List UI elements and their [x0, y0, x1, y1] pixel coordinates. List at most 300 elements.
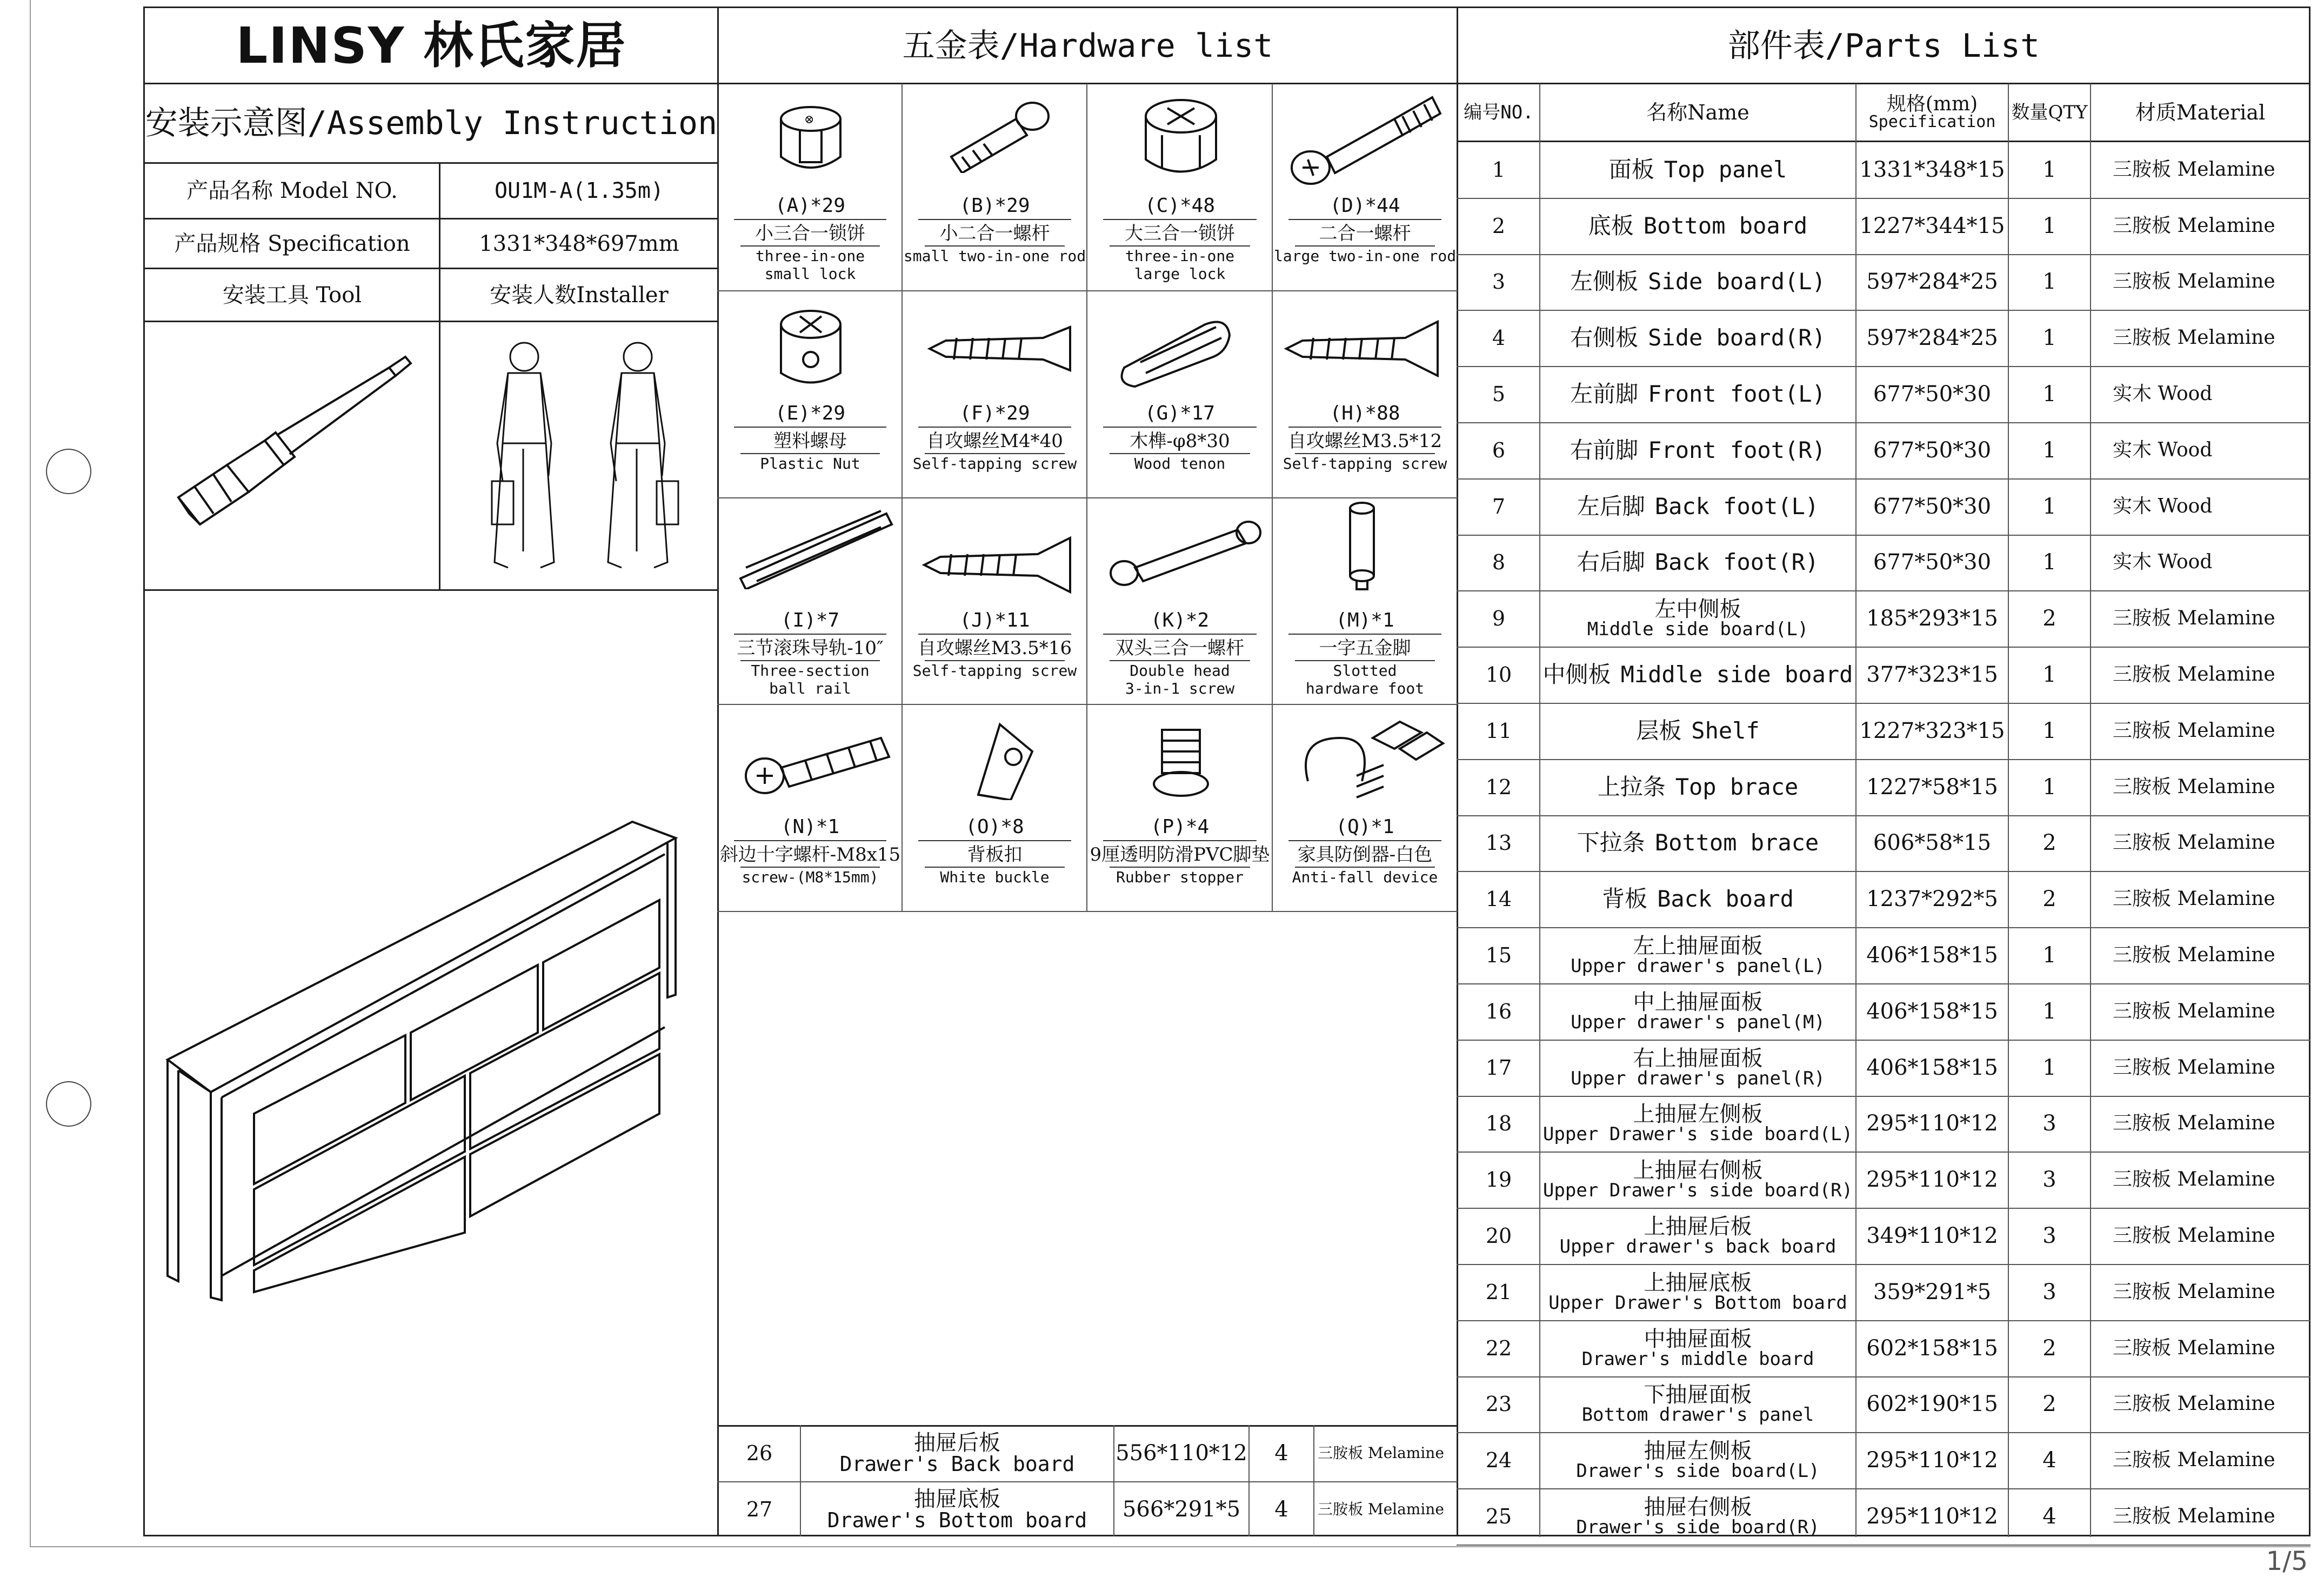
part-name-cn: 右后脚	[1577, 549, 1645, 576]
part-number: 26	[746, 1441, 773, 1465]
hardware-name-cn: 大三合一锁饼	[1125, 223, 1235, 245]
hardware-item	[719, 195, 901, 283]
part-material: 实木 Wood	[2113, 495, 2213, 517]
part-name-en: Upper drawer's panel(R)	[1571, 1067, 1825, 1089]
part-name	[1540, 198, 1855, 254]
installer-people-icon	[465, 335, 703, 584]
part-spec: 406*158*15	[1866, 1055, 1998, 1080]
part-name-en: Upper drawer's back board	[1559, 1236, 1837, 1258]
part-number: 25	[1485, 1505, 1512, 1529]
hardware-name-en: Wood tenon	[1134, 455, 1226, 473]
hardware-name-cn: 家具防倒器-白色	[1297, 844, 1433, 866]
part-material: 三胺板 Melamine	[2113, 1280, 2275, 1303]
part-spec: 677*50*30	[1873, 494, 1992, 519]
part-spec: 597*284*25	[1866, 325, 1998, 351]
hardware-underline	[740, 867, 880, 868]
part-number: 7	[1492, 494, 1506, 518]
part-number: 2	[1492, 214, 1506, 238]
part-qty: 4	[1274, 1497, 1288, 1522]
part-spec: 1227*344*15	[1859, 213, 2005, 238]
part-name	[1540, 759, 1855, 815]
part-name-en: Drawer's side board(L)	[1576, 1460, 1820, 1482]
hardware-name-cn: 自攻螺丝M3.5*16	[917, 637, 1072, 660]
part-spec: 677*50*30	[1873, 550, 1992, 575]
hardware-underline	[1288, 634, 1441, 635]
hardware-name-en: Slotted	[1333, 662, 1397, 680]
part-number: 5	[1492, 382, 1506, 407]
spec-label: 产品规格 Specification	[174, 231, 410, 256]
part-material: 三胺板 Melamine	[2113, 1505, 2275, 1528]
hardware-underline	[740, 660, 880, 661]
hardware-code: (A)*29	[774, 195, 846, 217]
hardware-name-en-2: small lock	[764, 264, 856, 283]
part-name-cn: 抽屉右侧板	[1644, 1495, 1752, 1520]
part-material: 三胺板 Melamine	[2113, 719, 2275, 742]
part-spec: 556*110*12	[1116, 1441, 1247, 1466]
part-spec: 406*158*15	[1866, 943, 1998, 968]
lock-cam-icon	[767, 97, 854, 178]
part-number: 16	[1485, 999, 1512, 1023]
hardware-code: (H)*88	[1330, 402, 1400, 424]
part-number: 23	[1485, 1392, 1512, 1416]
part-material: 三胺板 Melamine	[2113, 327, 2275, 349]
hardware-underline	[1295, 867, 1435, 868]
hardware-underline	[734, 840, 886, 841]
hardware-item	[1088, 609, 1272, 697]
hardware-name-cn: 木榫-φ8*30	[1130, 430, 1230, 452]
part-material: 实木 Wood	[2113, 438, 2213, 461]
hardware-name-en-2: 3-in-1 screw	[1125, 679, 1235, 697]
part-material: 三胺板 Melamine	[2113, 775, 2275, 798]
part-qty: 4	[1274, 1441, 1288, 1466]
part-spec: 295*110*12	[1866, 1448, 1998, 1473]
col-header-material: 材质Material	[2135, 101, 2266, 124]
part-name-en: Front foot(L)	[1648, 381, 1826, 408]
part-name-cn: 上抽屉右侧板	[1633, 1158, 1763, 1183]
hardware-name-cn: 一字五金脚	[1319, 637, 1411, 660]
part-qty: 1	[2042, 437, 2056, 463]
part-name-cn: 下抽屉面板	[1644, 1382, 1752, 1408]
part-name-cn: 右上抽屉面板	[1633, 1046, 1763, 1071]
part-spec: 349*110*12	[1866, 1223, 1998, 1249]
part-number: 17	[1485, 1055, 1512, 1080]
hardware-name-cn: 自攻螺丝M3.5*12	[1287, 430, 1443, 452]
part-number: 24	[1485, 1448, 1512, 1473]
wood-tenon-icon	[1113, 308, 1238, 389]
part-number: 27	[746, 1498, 773, 1521]
hardware-name-en: screw-(M8*15mm)	[742, 868, 879, 887]
part-qty: 1	[2042, 943, 2056, 968]
hardware-code: (C)*48	[1144, 195, 1216, 217]
hardware-underline	[1103, 634, 1257, 635]
ball-rail-icon	[735, 508, 897, 589]
large-rod-icon	[1286, 86, 1443, 189]
part-name-en: Bottom brace	[1654, 829, 1819, 856]
hardware-underline	[734, 219, 886, 220]
part-qty: 2	[2042, 830, 2056, 856]
part-name-en: Drawer's middle board	[1581, 1348, 1814, 1370]
tool-label: 安装工具 Tool	[222, 282, 362, 308]
dresser-illustration	[157, 811, 697, 1308]
part-qty: 1	[2042, 1055, 2056, 1080]
hardware-underline	[918, 634, 1071, 635]
part-name	[1540, 366, 1855, 422]
hardware-name-en: White buckle	[940, 868, 1050, 887]
part-qty: 1	[2042, 662, 2056, 688]
part-spec: 1227*58*15	[1866, 774, 1998, 800]
part-number: 12	[1485, 775, 1512, 799]
hardware-underline	[918, 219, 1071, 220]
hardware-item	[903, 816, 1086, 887]
part-material: 三胺板 Melamine	[2113, 1336, 2275, 1359]
part-name-en: Back board	[1657, 886, 1794, 913]
spec-value: 1331*348*697mm	[479, 231, 679, 256]
part-qty: 2	[2042, 606, 2056, 631]
part-qty: 1	[2042, 213, 2056, 238]
part-number: 9	[1492, 607, 1506, 631]
hardware-name-cn: 小二合一螺杆	[939, 223, 1050, 245]
part-name-en: Upper Drawer's Bottom board	[1548, 1292, 1847, 1314]
hardware-underline	[918, 427, 1071, 428]
part-qty: 2	[2042, 887, 2056, 912]
hardware-item	[1088, 816, 1272, 887]
part-name-cn: 左后脚	[1577, 492, 1645, 520]
part-name-en: Front foot(R)	[1648, 436, 1826, 463]
part-number: 22	[1485, 1336, 1512, 1360]
double-head-screw-icon	[1103, 519, 1265, 589]
part-name-en: Bottom board	[1643, 212, 1808, 239]
part-name-cn: 右前脚	[1570, 436, 1639, 463]
part-qty: 1	[2042, 269, 2056, 295]
hardware-underline	[734, 634, 886, 635]
part-name-cn: 上抽屉后板	[1644, 1214, 1752, 1240]
part-qty: 1	[2042, 718, 2056, 743]
hardware-item	[1088, 195, 1272, 283]
hardware-name-cn: 二合一螺杆	[1319, 223, 1411, 245]
plastic-nut-icon	[767, 303, 854, 395]
white-buckle-icon	[967, 719, 1038, 800]
part-spec: 406*158*15	[1866, 999, 1998, 1024]
part-name	[1540, 1152, 1855, 1208]
part-material: 三胺板 Melamine	[2113, 158, 2275, 181]
part-name-cn: 中侧板	[1542, 661, 1611, 688]
part-name	[1540, 254, 1855, 310]
row-divider	[1457, 1545, 2310, 1546]
part-name-cn: 上拉条	[1597, 773, 1666, 800]
page-number: 1/5	[2266, 1546, 2308, 1576]
part-name	[1540, 1432, 1855, 1488]
part-name	[1540, 535, 1855, 591]
hardware-name-cn: 双头三合一螺杆	[1116, 637, 1244, 660]
part-number: 1	[1492, 157, 1506, 182]
part-name-cn: 左前脚	[1570, 381, 1639, 408]
hardware-name-cn: 自攻螺丝M4*40	[926, 430, 1063, 452]
hardware-name-en: three-in-one	[755, 247, 865, 265]
part-number: 11	[1485, 718, 1512, 743]
left-margin-line	[30, 0, 31, 1546]
part-qty: 1	[2042, 774, 2056, 800]
part-number: 20	[1485, 1224, 1512, 1248]
part-spec: 377*323*15	[1866, 662, 1998, 688]
part-number: 19	[1485, 1168, 1512, 1192]
part-name-en: Middle side board(L)	[1587, 618, 1809, 641]
part-name-en: Upper Drawer's side board(L)	[1542, 1123, 1853, 1146]
hardware-name-cn: 背板扣	[967, 844, 1023, 866]
hardware-underline	[925, 245, 1065, 247]
hardware-item	[719, 609, 901, 697]
part-spec: 602*158*15	[1866, 1335, 1998, 1361]
hardware-code: (B)*29	[959, 195, 1030, 217]
screw-m35-12-icon	[1281, 319, 1443, 378]
part-spec: 566*291*5	[1122, 1497, 1241, 1522]
hardware-code: (O)*8	[965, 816, 1024, 838]
part-spec: 1237*292*5	[1866, 887, 1998, 912]
hardware-name-en-2: large lock	[1134, 264, 1226, 283]
part-name	[1540, 1264, 1855, 1320]
svg-text:⊗: ⊗	[804, 113, 814, 127]
part-name-en: Back foot(L)	[1654, 492, 1819, 520]
screw-m4-icon	[924, 324, 1076, 373]
part-name-cn: 抽屉左侧板	[1644, 1439, 1752, 1464]
part-name	[1540, 815, 1855, 871]
part-spec: 295*110*12	[1866, 1111, 1998, 1136]
part-name	[1540, 422, 1855, 478]
part-name	[1540, 1096, 1855, 1152]
part-name-en: Top brace	[1675, 773, 1799, 800]
part-name	[1540, 927, 1855, 983]
part-name-en: Upper drawer's panel(L)	[1571, 955, 1825, 977]
hardware-code: (J)*11	[959, 609, 1030, 631]
part-name-cn: 面板	[1608, 156, 1654, 183]
model-label: 产品名称 Model NO.	[186, 178, 398, 203]
installer-label: 安装人数Installer	[490, 282, 669, 308]
part-name-cn: 抽屉后板	[914, 1430, 1000, 1455]
hardware-underline	[1110, 867, 1250, 868]
part-qty: 2	[2042, 1335, 2056, 1361]
part-name	[801, 1426, 1113, 1480]
part-number: 21	[1485, 1280, 1512, 1304]
hardware-name-en: Rubber stopper	[1116, 868, 1244, 887]
part-material: 三胺板 Melamine	[1318, 1500, 1444, 1518]
hardware-code: (M)*1	[1335, 609, 1394, 631]
part-number: 10	[1485, 663, 1512, 687]
part-name-cn: 上抽屉左侧板	[1633, 1102, 1763, 1127]
part-material: 三胺板 Melamine	[2113, 270, 2275, 293]
part-material: 三胺板 Melamine	[2113, 1393, 2275, 1415]
hardware-underline	[1110, 453, 1250, 454]
hardware-name-cn: 三节滚珠导轨-10″	[737, 637, 884, 660]
part-name-cn: 中上抽屉面板	[1633, 989, 1763, 1015]
part-name	[1540, 1040, 1855, 1096]
part-qty: 1	[2042, 325, 2056, 351]
hardware-underline	[925, 453, 1065, 454]
hardware-name-en: Self-tapping screw	[1283, 455, 1447, 473]
hardware-underline	[740, 453, 880, 454]
part-qty: 2	[2042, 1392, 2056, 1417]
part-number: 13	[1485, 831, 1512, 855]
part-name-cn: 右侧板	[1570, 324, 1639, 351]
part-material: 三胺板 Melamine	[2113, 1224, 2275, 1247]
hardware-underline	[918, 840, 1071, 841]
part-spec: 677*50*30	[1873, 382, 1992, 407]
part-qty: 3	[2042, 1223, 2056, 1249]
hardware-code: (E)*29	[774, 402, 846, 424]
part-spec: 602*190*15	[1866, 1392, 1998, 1417]
part-number: 14	[1485, 887, 1512, 911]
punch-hole-top	[46, 449, 91, 494]
part-material: 三胺板 Melamine	[2113, 607, 2275, 630]
part-number: 3	[1492, 270, 1506, 294]
part-name	[1540, 1376, 1855, 1433]
bevel-screw-icon	[740, 727, 897, 797]
hardware-underline	[925, 660, 1065, 661]
rubber-stopper-icon	[1151, 719, 1211, 800]
part-name-cn: 左上抽屉面板	[1633, 934, 1763, 959]
part-spec: 295*110*12	[1866, 1504, 1998, 1529]
part-name-en: Side board(R)	[1648, 324, 1826, 351]
part-name-cn: 左侧板	[1570, 268, 1639, 295]
hardware-underline	[740, 245, 880, 247]
part-number: 15	[1485, 943, 1512, 968]
bottom-margin-line	[30, 1546, 2310, 1547]
part-material: 三胺板 Melamine	[1318, 1444, 1444, 1462]
col-header-qty: 数量QTY	[2011, 102, 2088, 123]
part-name-cn: 下拉条	[1577, 829, 1645, 856]
hardware-item	[719, 816, 901, 887]
screw-m35-16-icon	[919, 535, 1076, 595]
part-name-cn: 层板	[1636, 717, 1682, 744]
part-name	[1540, 310, 1855, 366]
part-qty: 3	[2042, 1111, 2056, 1136]
hardware-item	[1273, 402, 1457, 473]
part-name-en: Drawer's Back board	[839, 1452, 1075, 1476]
part-material: 三胺板 Melamine	[2113, 1449, 2275, 1472]
part-name-en: Middle side board	[1620, 661, 1853, 688]
part-qty: 1	[2042, 494, 2056, 519]
part-material: 实木 Wood	[2113, 383, 2213, 405]
hardware-underline	[1110, 660, 1250, 661]
part-qty: 1	[2042, 382, 2056, 407]
hardware-name-en-2: ball rail	[769, 679, 851, 697]
part-name	[801, 1482, 1113, 1536]
hardware-underline	[1110, 245, 1250, 247]
hardware-name-en: three-in-one	[1125, 247, 1235, 265]
hardware-underline	[1288, 219, 1441, 220]
hardware-title: 五金表/Hardware list	[902, 26, 1273, 65]
part-name	[1540, 647, 1855, 703]
slotted-foot-icon	[1340, 500, 1384, 592]
hardware-underline	[1103, 219, 1257, 220]
part-spec: 185*293*15	[1866, 606, 1998, 631]
anti-fall-device-icon	[1292, 706, 1448, 808]
part-name-cn: 底板	[1588, 212, 1634, 239]
hardware-name-cn: 9厘透明防滑PVC脚垫	[1090, 844, 1270, 866]
part-name-en: Upper Drawer's side board(R)	[1542, 1180, 1853, 1202]
col-header-name: 名称Name	[1646, 101, 1749, 124]
parts-title: 部件表/Parts List	[1727, 26, 2040, 65]
part-spec: 359*291*5	[1873, 1279, 1992, 1305]
part-name-cn: 背板	[1602, 886, 1648, 913]
hardware-code: (K)*2	[1150, 609, 1210, 631]
part-spec: 606*58*15	[1873, 830, 1992, 856]
part-material: 三胺板 Melamine	[2113, 1168, 2275, 1191]
part-material: 三胺板 Melamine	[2113, 944, 2275, 967]
hardware-name-en: Double head	[1130, 662, 1230, 680]
two-in-one-rod-icon	[940, 97, 1059, 173]
part-name	[1540, 1208, 1855, 1264]
assembly-title: 安装示意图/Assembly Instruction	[145, 104, 718, 142]
screwdriver-icon	[162, 335, 422, 541]
part-name	[1540, 142, 1855, 198]
part-name-cn: 抽屉底板	[914, 1487, 1000, 1512]
part-qty: 4	[2042, 1448, 2056, 1473]
part-name-cn: 上抽屉底板	[1644, 1270, 1752, 1295]
part-number: 8	[1492, 550, 1506, 575]
part-material: 三胺板 Melamine	[2113, 214, 2275, 237]
part-number: 18	[1485, 1112, 1512, 1136]
hardware-item	[1088, 402, 1272, 473]
col-header-spec-cn: 规格(mm)	[1886, 93, 1978, 115]
part-material: 三胺板 Melamine	[2113, 1000, 2275, 1022]
part-name-cn: 左中侧板	[1654, 597, 1741, 622]
brand-logo: LINSY 林氏家居	[236, 16, 627, 75]
part-name-cn: 中抽屉面板	[1644, 1326, 1752, 1352]
hardware-name-en: Self-tapping screw	[912, 455, 1077, 473]
hardware-underline	[1288, 427, 1441, 428]
part-spec: 295*110*12	[1866, 1167, 1998, 1193]
part-name-en: Shelf	[1691, 717, 1760, 744]
part-name	[1540, 1488, 1855, 1545]
part-name-en: Drawer's side board(R)	[1576, 1516, 1820, 1539]
hardware-item	[1273, 195, 1457, 265]
hardware-underline	[734, 427, 886, 428]
part-name-en: Back foot(R)	[1654, 549, 1819, 576]
part-qty: 3	[2042, 1279, 2056, 1305]
part-name-en: Top panel	[1664, 156, 1787, 183]
part-qty: 3	[2042, 1167, 2056, 1193]
hardware-item	[903, 402, 1086, 473]
hardware-code: (P)*4	[1150, 816, 1210, 838]
part-name	[1540, 871, 1855, 927]
hardware-item	[1273, 816, 1457, 887]
col-header-no: 编号NO.	[1464, 102, 1534, 123]
part-material: 三胺板 Melamine	[2113, 663, 2275, 686]
hardware-underline	[1103, 840, 1257, 841]
hardware-name-en: Self-tapping screw	[912, 662, 1077, 680]
part-name-en: Drawer's Bottom board	[827, 1508, 1087, 1532]
part-qty: 4	[2042, 1504, 2056, 1529]
hardware-name-en-2: hardware foot	[1305, 679, 1425, 697]
col-header-spec	[1856, 84, 2008, 141]
hardware-code: (G)*17	[1144, 402, 1216, 424]
hardware-underline	[1103, 427, 1257, 428]
part-name	[1540, 590, 1855, 647]
part-qty: 1	[2042, 999, 2056, 1024]
hardware-underline	[1295, 245, 1435, 247]
hardware-item	[719, 402, 901, 473]
hardware-name-en: large two-in-one rod	[1273, 247, 1457, 265]
hardware-name-cn: 斜边十字螺杆-M8x15	[719, 844, 901, 866]
hardware-code: (F)*29	[959, 402, 1030, 424]
hardware-underline	[1288, 840, 1441, 841]
part-material: 三胺板 Melamine	[2113, 1112, 2275, 1135]
part-number: 6	[1492, 438, 1506, 462]
part-spec: 597*284*25	[1866, 269, 1998, 295]
hardware-underline	[1295, 453, 1435, 454]
hardware-code: (D)*44	[1330, 195, 1400, 217]
part-spec: 1331*348*15	[1859, 157, 2005, 182]
part-qty: 1	[2042, 157, 2056, 182]
